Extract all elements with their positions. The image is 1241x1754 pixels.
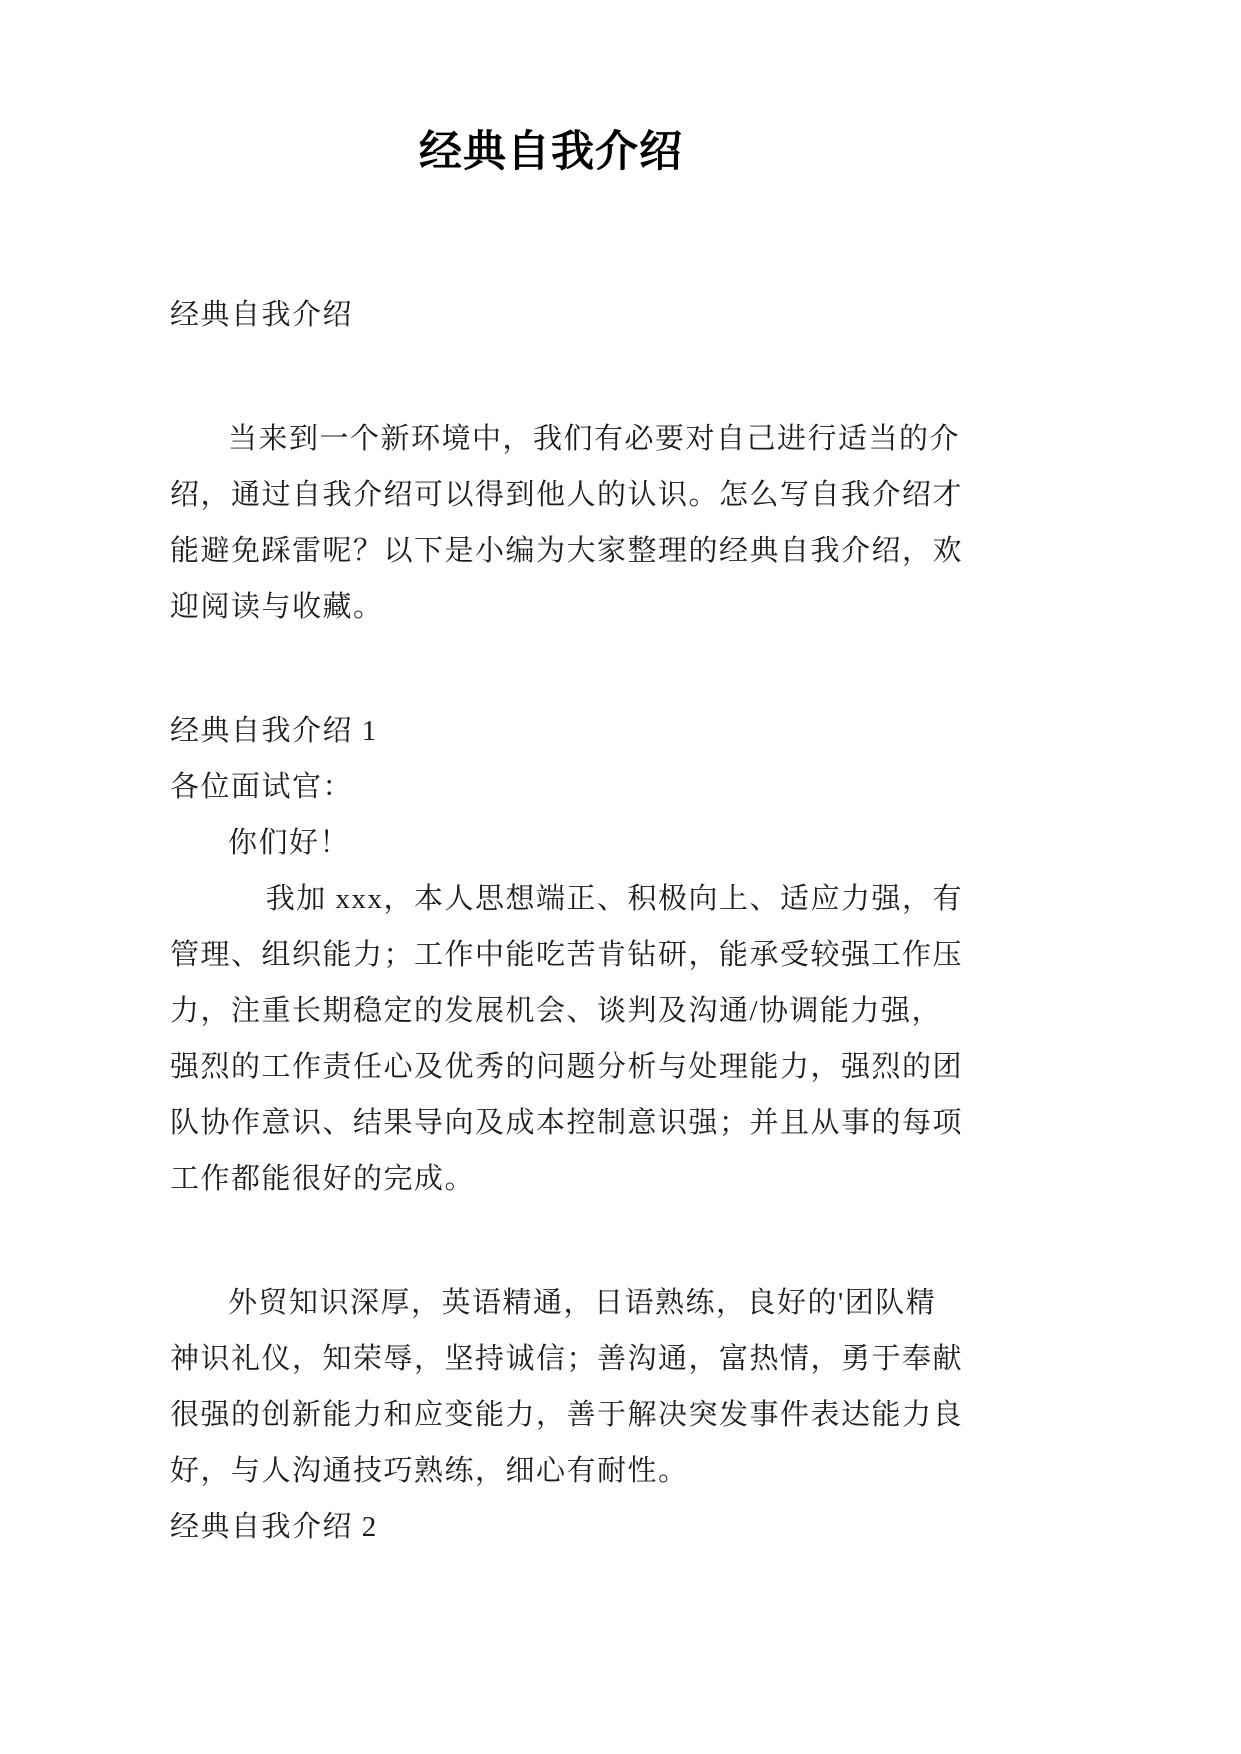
blank-line [170,635,932,703]
text-line-intro-2: 绍，通过自我介绍可以得到他人的认识。怎么写自我介绍才 [170,479,964,511]
text-line-intro-1: 当来到一个新环境中，我们有必要对自己进行适当的介 [228,423,961,455]
text-line-body2-4: 好，与人沟通技巧熟练，细心有耐性。 [170,1455,689,1487]
text-line-body1-5: 队协作意识、结果导向及成本控制意识强；并且从事的每项 [170,1107,964,1139]
section-heading-2: 经典自我介绍 2 [170,1511,378,1543]
blank-line [170,343,932,411]
section-heading-1: 经典自我介绍 1 [170,715,378,747]
text-line-body1-2: 管理、组织能力；工作中能吃苦肯钻研，能承受较强工作压 [170,939,964,971]
text-line-body1-4: 强烈的工作责任心及优秀的问题分析与处理能力，强烈的团 [170,1051,964,1083]
text-line-body1-3: 力，注重长期稳定的发展机会、谈判及沟通/协调能力强， [170,995,943,1027]
text-line-intro-3: 能避免踩雷呢？以下是小编为大家整理的经典自我介绍，欢 [170,535,964,567]
text-line-intro-4: 迎阅读与收藏。 [170,591,384,623]
text-line-body2-1: 外贸知识深厚，英语精通，日语熟练，良好的'团队精 [228,1287,937,1319]
text-line-body2-3: 很强的创新能力和应变能力，善于解决突发事件表达能力良 [170,1399,964,1431]
document-title: 经典自我介绍 [419,129,683,176]
text-line-salutation: 各位面试官： [170,771,354,803]
blank-line [170,1207,932,1275]
text-line-body2-2: 神识礼仪，知荣辱，坚持诚信；善沟通，富热情，勇于奉献 [170,1343,964,1375]
text-line-greeting: 你们好！ [228,827,351,859]
text-line-subtitle: 经典自我介绍 [170,299,354,331]
text-line-body1-1: 我加 xxx，本人思想端正、积极向上、适应力强，有 [265,883,963,915]
text-line-body1-6: 工作都能很好的完成。 [170,1163,476,1195]
